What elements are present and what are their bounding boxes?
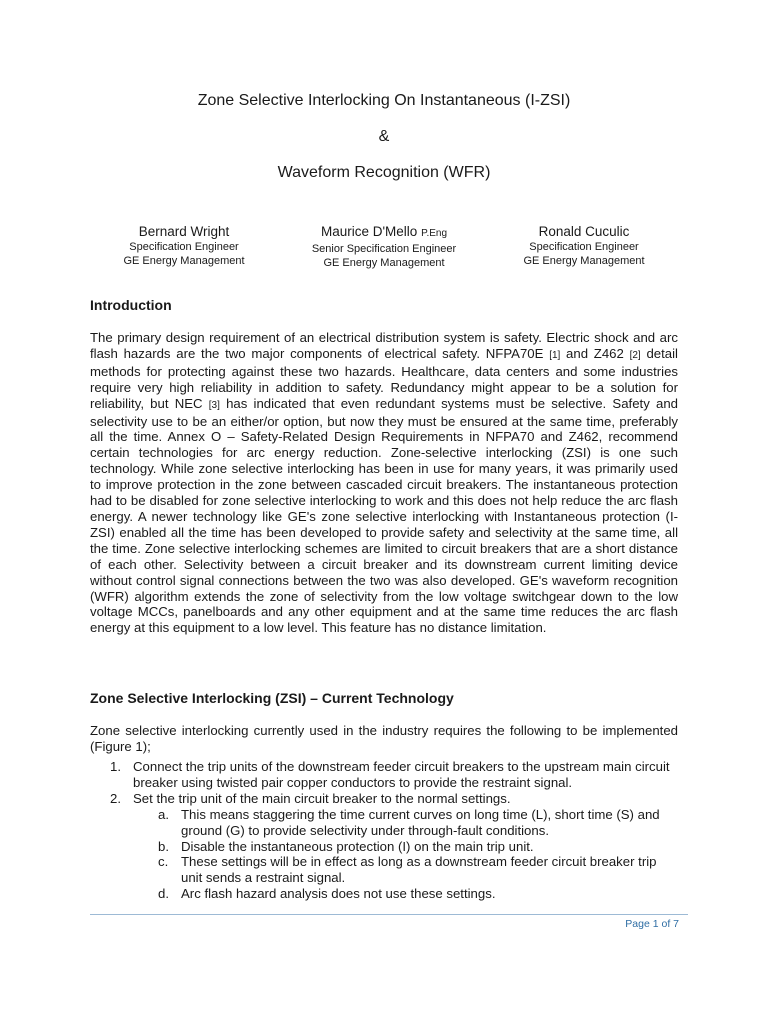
title-ampersand: & — [378, 128, 390, 145]
list-number: 1. — [110, 759, 121, 774]
list-item — [90, 759, 678, 791]
author-2 — [274, 223, 494, 270]
author-name: Maurice D'Mello — [320, 224, 418, 239]
author-name: Bernard Wright — [138, 224, 230, 239]
author-1 — [74, 223, 294, 268]
author-org: GE Energy Management — [123, 255, 245, 267]
list-item — [90, 791, 678, 807]
footer-divider — [90, 914, 688, 915]
zsi-heading: Zone Selective Interlocking (ZSI) – Current Technology — [90, 690, 454, 706]
reference-2: [2] — [629, 349, 641, 361]
author-org: GE Energy Management — [323, 257, 445, 269]
list-text: This means staggering the time current curves on long time (L), short time (S) and ground (G) to provide selectivity under through-fault conditions. — [181, 806, 660, 838]
author-org: GE Energy Management — [523, 255, 645, 267]
zsi-paragraph: Zone selective interlocking currently used in the industry requires the following to be implemented (Figure 1); — [90, 723, 678, 754]
list-letter: c. — [158, 854, 169, 870]
title-line-1: Zone Selective Interlocking On Instantaneous (I-ZSI) — [197, 92, 571, 109]
title-line-2: Waveform Recognition (WFR) — [277, 164, 491, 181]
sub-list-item — [90, 839, 678, 855]
sub-list-item — [90, 854, 678, 886]
introduction-paragraph — [90, 330, 678, 636]
zsi-list — [90, 759, 678, 902]
list-text: Arc flash hazard analysis does not use these settings. — [181, 886, 496, 902]
author-3 — [474, 223, 694, 268]
intro-text-2: and Z462 — [560, 345, 630, 361]
sub-list-item — [90, 807, 678, 839]
list-text: These settings will be in effect as long as a downstream feeder circuit breaker trip unit sends a restraint signal. — [181, 854, 657, 886]
sub-list-item — [90, 886, 678, 902]
list-text: Disable the instantaneous protection (I) on the main trip unit. — [181, 838, 534, 854]
list-letter: a. — [158, 806, 169, 822]
list-letter: b. — [158, 838, 169, 854]
intro-text-4: has indicated that even redundant systems must be selective. Safety and selectivity use to be an either/or option, but now they must be ensured at the same time, preferably all the time. Annex O – Safety-Related Design Requirements in NFPA70 and Z462, recommend certain technologies for arc energy reduction. Zone-selective interlocking (ZSI) is one such technology. While zone selective interlocking has been in use for many years, it was primarily used to improve protection in the zone between cascaded circuit breakers. The instantaneous protection had to be disabled for zone selective interlocking to work and this does not help reduce the arc flash energy. A newer technology like GE's zone selective interlocking with Instantaneous protection (I-ZSI) enabled all the time has been developed to provide safety and selectivity at the same time, all the time. Zone selective interlocking schemes are limited to circuit breakers that are a short distance of each other. Selectivity between a circuit breaker and its downstream current limiting device without control signal connections between the two was also developed. GE's waveform recognition (WFR) algorithm extends the zone of selectivity from the low voltage switchgear down to the low voltage MCCs, panelboards and any other equipment and at the same time reduces the arc flash energy at this equipment to a low level. This feature has no distance limitation. — [90, 395, 679, 636]
page-number: Page 1 of 7 — [625, 918, 679, 930]
reference-3: [3] — [208, 399, 220, 411]
author-name: Ronald Cuculic — [538, 224, 630, 239]
list-text: Connect the trip units of the downstream feeder circuit breakers to the upstream main circuit breaker using twisted pair copper conductors to provide the restraint signal. — [133, 759, 670, 790]
intro-text-3: detail methods for protecting against these two hazards. Healthcare, data centers and some industries require very high reliability in addition to safety. Redundancy might appear to be a solution for reliability, but NEC — [90, 345, 678, 411]
author-role: Specification Engineer — [529, 241, 639, 253]
intro-text-1: The primary design requirement of an electrical distribution system is safety. Electric shock and arc flash hazards are the two major components of electrical safety. NFPA70E — [90, 330, 678, 361]
introduction-heading: Introduction — [90, 297, 172, 313]
list-text: Set the trip unit of the main circuit breaker to the normal settings. — [133, 790, 511, 806]
author-role: Senior Specification Engineer — [311, 243, 457, 255]
author-postnominal: P.Eng — [421, 228, 448, 239]
list-letter: d. — [158, 886, 169, 902]
list-number: 2. — [110, 790, 121, 806]
reference-1: [1] — [549, 349, 561, 361]
author-role: Specification Engineer — [129, 241, 239, 253]
